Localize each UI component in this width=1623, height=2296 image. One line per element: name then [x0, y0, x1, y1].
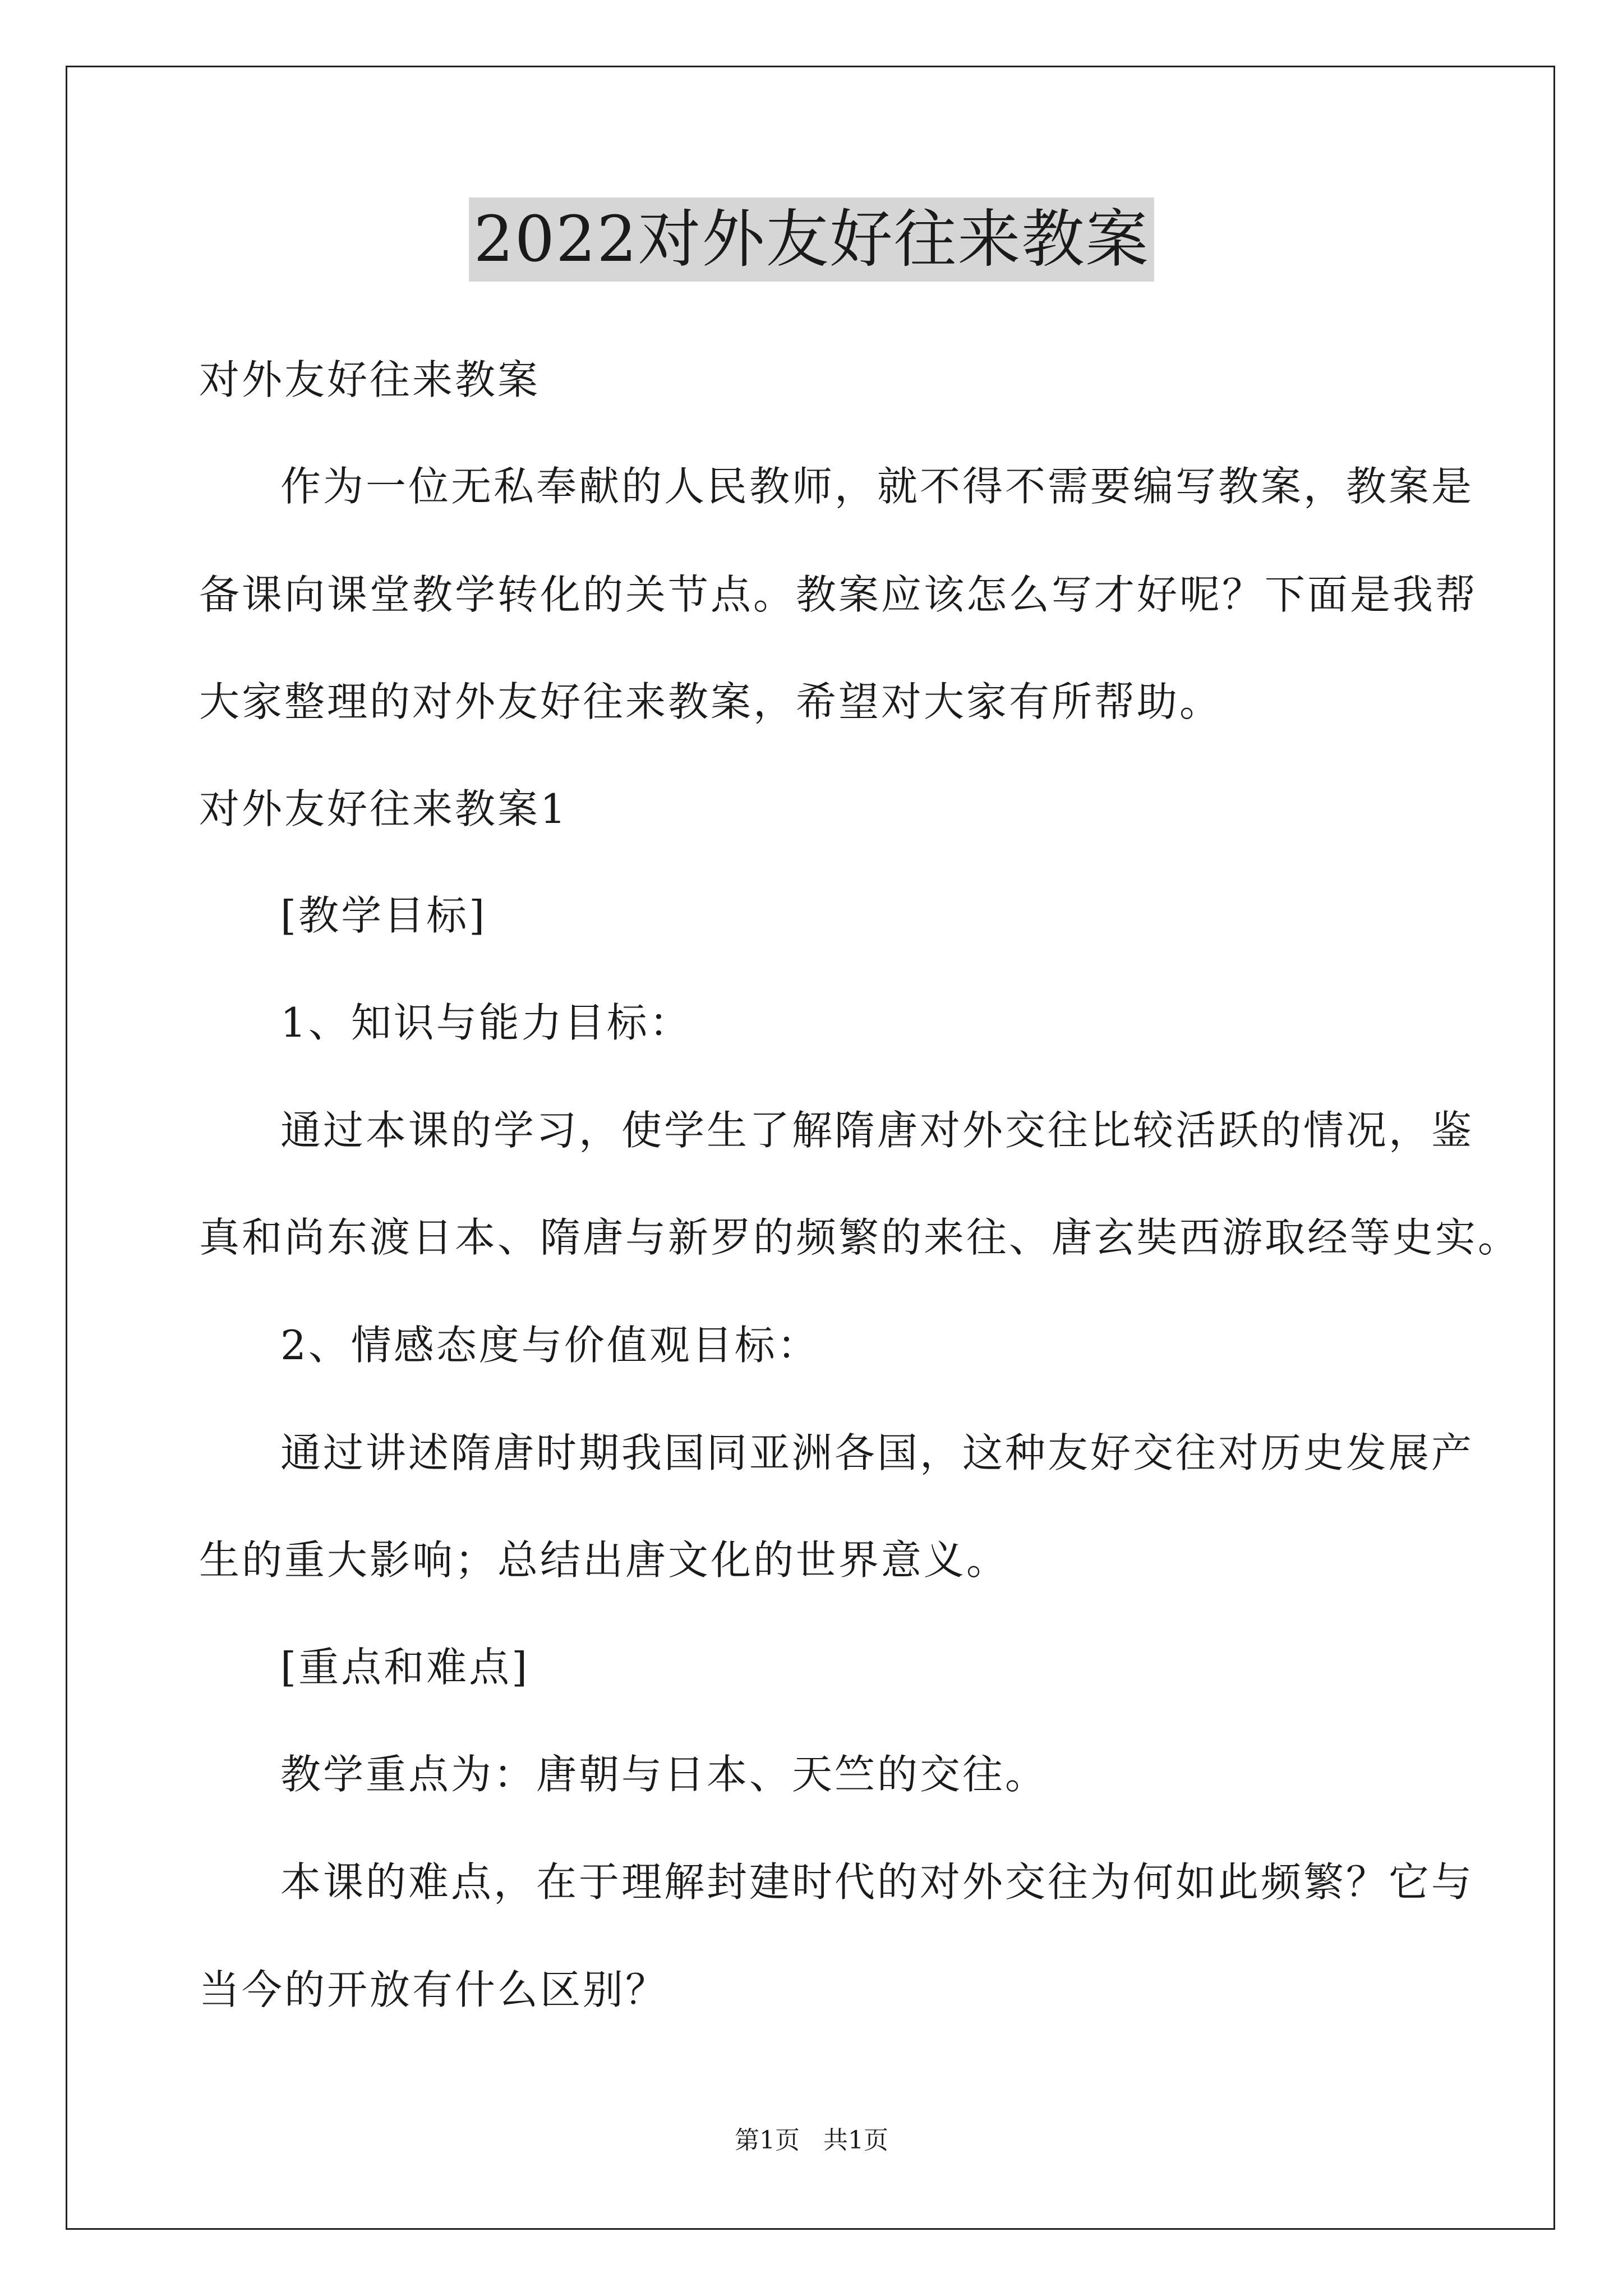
section-heading: 对外友好往来教案1	[199, 785, 568, 832]
key-points-heading: [重点和难点]	[280, 1644, 530, 1691]
objective2-line-1: 通过讲述隋唐时期我国同亚洲各国，这种友好交往对历史发展产	[280, 1429, 1474, 1476]
difficulty-line-1: 本课的难点，在于理解封建时代的对外交往为何如此频繁？它与	[280, 1858, 1474, 1906]
key-point-line: 教学重点为：唐朝与日本、天竺的交往。	[280, 1751, 1048, 1798]
intro-line-1: 作为一位无私奉献的人民教师，就不得不需要编写教案，教案是	[280, 463, 1474, 510]
objective1-heading: 1、知识与能力目标：	[280, 999, 692, 1046]
objective2-heading: 2、情感态度与价值观目标：	[280, 1322, 820, 1369]
objective2-line-2: 生的重大影响；总结出唐文化的世界意义。	[199, 1536, 1009, 1584]
difficulty-line-2: 当今的开放有什么区别？	[199, 1966, 668, 2013]
intro-line-3: 大家整理的对外友好往来教案，希望对大家有所帮助。	[199, 678, 1223, 725]
page-number: 第1页 共1页	[735, 2126, 888, 2155]
objective1-line-2: 真和尚东渡日本、隋唐与新罗的频繁的来往、唐玄奘西游取经等史实。	[199, 1214, 1521, 1261]
intro-line-2: 备课向课堂教学转化的关节点。教案应该怎么写才好呢？下面是我帮	[199, 571, 1478, 618]
page-footer	[0, 2125, 1623, 2156]
document-title: 2022对外友好往来教案	[469, 197, 1154, 282]
objective1-line-1: 通过本课的学习，使学生了解隋唐对外交往比较活跃的情况，鉴	[280, 1107, 1474, 1154]
objectives-heading: [教学目标]	[280, 892, 487, 939]
title-container	[0, 197, 1623, 282]
document-subtitle: 对外友好往来教案	[199, 356, 541, 403]
